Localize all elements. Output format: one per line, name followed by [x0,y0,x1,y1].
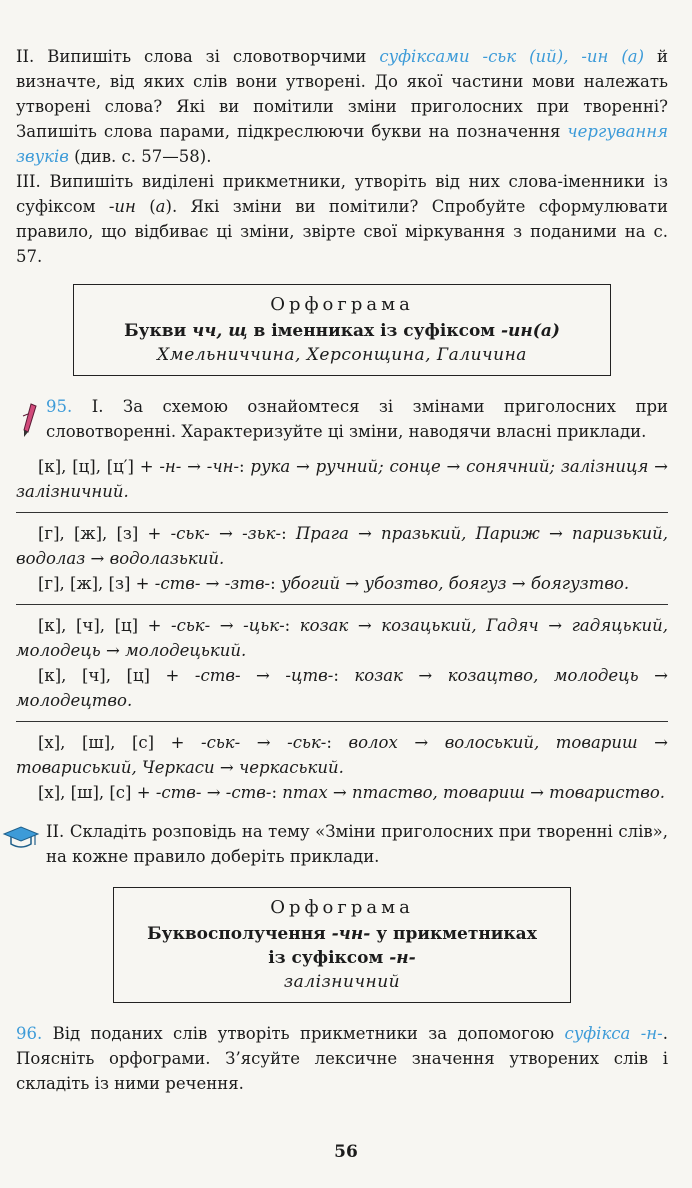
orthogram-rule: Буквосполучення -чн- у прикметниках [147,924,537,944]
scheme-row: [к], [ч], [ц] + -ськ- → -цьк-: козак → козацький, Гадяч → гадяцький, молодець → молодецький. [16,616,668,660]
scheme-row: [к], [ц], [ц′] + -н- → -чн-: рука → ручний; сонце → сонячний; залізниця → залізничний. [16,457,668,501]
pencil-icon [20,402,38,442]
orthogram-heading: Орфограма [270,294,414,315]
scheme-row: [г], [ж], [з] + -ств- → -зтв-: убогий → убозтво, боягуз → боягузтво. [38,574,630,593]
divider [16,721,668,722]
consonant-change-scheme [16,454,668,805]
orthogram-example: залізничний [283,972,401,992]
task-96-text: 96. Від поданих слів утворіть прикметники за допомогою суфікса -н-. Поясніть орфограми. З’ясуйте лексичне значення утворених слів і складіть із ними речення. [16,1024,668,1093]
task-95-part-2 [16,819,668,869]
page-number: 56 [334,1142,358,1162]
scheme-row: [к], [ч], [ц] + -ств- → -цтв-: козак → козацтво, молодець → молодецтво. [16,666,668,710]
task-part-2: II. Випишіть слова зі словотворчими суфіксами -ськ (ий), -ин (а) й визначте, від яких слів вони утворені. До якої частини мови належать утворені слова? Які ви помітили зміни приголосних при творенні? Запишіть слова парами, підкреслюючи букви на позначення чергування звуків (див. с. 57—58). [16,47,668,166]
divider [16,512,668,513]
scheme-row: [г], [ж], [з] + -ськ- → -зьк-: Прага → празький, Париж → паризький, водолаз → водолазький. [16,524,668,568]
orthogram-box-2 [113,887,571,1003]
task-part-3: III. Випишіть виділені прикметники, утворіть від них слова-іменники із суфіксом -ин (а). Які зміни ви помітили? Спробуйте сформулювати правило, що відбиває ці зміни, звірте свої міркування з поданими на с. 57. [16,172,668,266]
graduation-cap-icon [2,825,40,855]
task-95-part-2-text: ІІ. Складіть розповідь на тему «Зміни приголосних при творенні слів», на кожне правило доберіть приклади. [46,822,668,866]
scheme-row: [х], [ш], [с] + -ськ- → -ськ-: волох → волоський, товариш → товариський, Черкаси → черкаський. [16,733,668,777]
orthogram-rule: Букви чч, щ в іменниках із суфіксом -ин(а) [124,321,560,341]
orthogram-rule-line-2: із суфіксом -н- [268,948,416,968]
orthogram-heading: Орфограма [270,897,414,918]
orthogram-box-1 [73,284,611,376]
scheme-row: [х], [ш], [с] + -ств- → -ств-: птах → птаство, товариш → товариство. [38,783,666,802]
divider [16,604,668,605]
orthogram-example: Хмельниччина, Херсонщина, Галичина [157,345,527,365]
task-96 [16,1021,668,1096]
task-95-text: 95. І. За схемою ознайомтеся зі змінами приголосних при словотворенні. Характеризуйте ці зміни, наводячи власні приклади. [46,397,668,441]
task-95 [16,394,668,444]
textbook-page [16,44,668,1096]
